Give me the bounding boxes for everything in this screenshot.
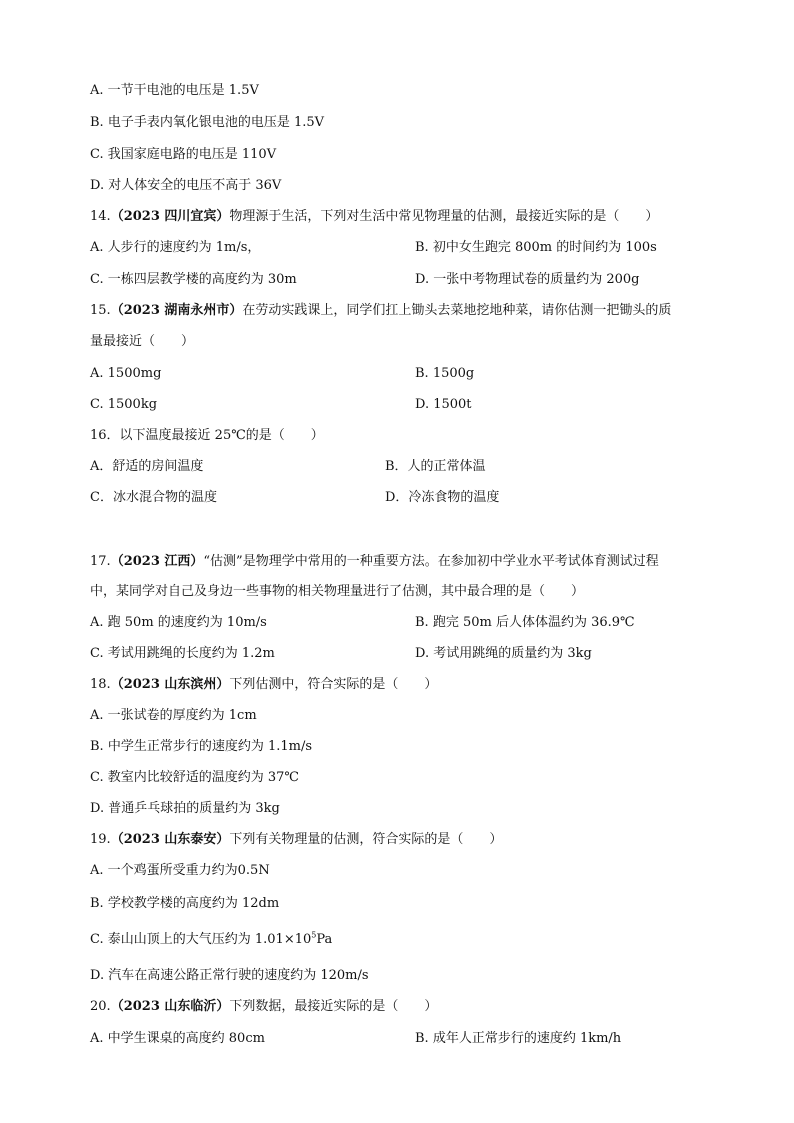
q20-option-b: B. 成年人正常步行的速度约 1km/h <box>415 1031 622 1046</box>
stem-text: 下列估测中，符合实际的是（ ） <box>229 677 438 692</box>
q16-option-b: B．人的正常体温 <box>385 459 486 474</box>
q15-option-d: D. 1500t <box>415 397 472 412</box>
q20-option-a: A. 中学生课桌的高度约 80cm <box>90 1031 265 1046</box>
q15-stem <box>90 302 671 320</box>
q19-option-c: C. 泰山山顶上的大气压约为 $1.01\times 10^5Pa$ <box>90 930 333 947</box>
question-number: 18. <box>90 677 111 692</box>
q18-option-b: B. 中学生正常步行的速度约为 1.1m/s <box>90 739 313 754</box>
q14-option-d: D. 一张中考物理试卷的质量约为 200g <box>415 272 640 287</box>
stem-text: 物理源于生活，下列对生活中常见物理量的估测，最接近实际的是（ ） <box>229 209 659 224</box>
q15-stem-line2: 量最接近（ ） <box>90 334 195 349</box>
question-number: 17. <box>90 554 111 569</box>
q15-option-b: B. 1500g <box>415 366 475 381</box>
question-number: 15. <box>90 303 111 318</box>
source-tag: （2023 江西） <box>110 554 204 569</box>
source-tag: （2023 山东泰安） <box>110 832 230 847</box>
q19-option-a: A. 一个鸡蛋所受重力约为0.5N <box>90 863 270 878</box>
q19-option-b: B. 学校教学楼的高度约为 12dm <box>90 896 280 911</box>
q13-option-c: C. 我国家庭电路的电压是 110V <box>90 147 277 162</box>
q14-stem <box>90 208 658 226</box>
stem-text: 下列数据，最接近实际的是（ ） <box>229 999 438 1014</box>
q17-option-d: D. 考试用跳绳的质量约为 3kg <box>415 646 592 661</box>
q17-option-a: A. 跑 50m 的速度约为 10m/s <box>90 615 267 630</box>
q13-option-d: D. 对人体安全的电压不高于 36V <box>90 178 282 193</box>
source-tag: （2023 山东临沂） <box>110 999 230 1014</box>
question-number: 14. <box>90 209 111 224</box>
q15-option-c: C. 1500kg <box>90 397 158 412</box>
q13-option-a: A. 一节干电池的电压是 1.5V <box>90 83 259 98</box>
source-tag: （2023 湖南永州市） <box>110 303 243 318</box>
q19-stem <box>90 831 502 849</box>
q15-option-a: A. 1500mg <box>90 366 162 381</box>
q18-stem <box>90 676 437 694</box>
q13-option-b: B. 电子手表内氧化银电池的电压是 1.5V <box>90 115 325 130</box>
q19-option-d: D. 汽车在高速公路正常行驶的速度约为 120m/s <box>90 968 369 983</box>
q16-option-a: A．舒适的房间温度 <box>90 459 204 474</box>
q18-option-d: D. 普通乒乓球拍的质量约为 3kg <box>90 801 280 816</box>
q17-stem-line2: 中，某同学对自己及身边一些事物的相关物理量进行了估测，其中最合理的是（ ） <box>90 584 585 599</box>
stem-text: 在劳动实践课上，同学们扛上锄头去菜地挖地种菜，请你估测一把锄头的质 <box>242 303 672 318</box>
exponent: 5 <box>311 930 317 940</box>
question-number: 19. <box>90 832 111 847</box>
q18-option-c: C. 教室内比较舒适的温度约为 37℃ <box>90 770 299 785</box>
stem-text: “估测”是物理学中常用的一种重要方法。在参加初中学业水平考试体育测试过程 <box>203 554 659 569</box>
q16-option-d: D．冷冻食物的温度 <box>385 490 500 505</box>
question-number: 20. <box>90 999 111 1014</box>
q20-stem <box>90 998 437 1016</box>
stem-text: 下列有关物理量的估测，符合实际的是（ ） <box>229 832 503 847</box>
q18-option-a: A. 一张试卷的厚度约为 1cm <box>90 708 257 723</box>
q17-option-c: C. 考试用跳绳的长度约为 1.2m <box>90 646 275 661</box>
q17-stem <box>90 553 659 571</box>
q16-option-c: C．冰水混合物的温度 <box>90 490 217 505</box>
q17-option-b: B. 跑完 50m 后人体体温约为 36.9℃ <box>415 615 635 630</box>
q16-stem: 16．以下温度最接近 25℃的是（ ） <box>90 428 324 443</box>
source-tag: （2023 山东滨州） <box>110 677 230 692</box>
q14-option-c: C. 一栋四层教学楼的高度约为 30m <box>90 272 297 287</box>
source-tag: （2023 四川宜宾） <box>110 209 230 224</box>
q14-option-a: A. 人步行的速度约为 1m/s， <box>90 240 261 255</box>
q14-option-b: B. 初中女生跑完 800m 的时间约为 100s <box>415 240 657 255</box>
